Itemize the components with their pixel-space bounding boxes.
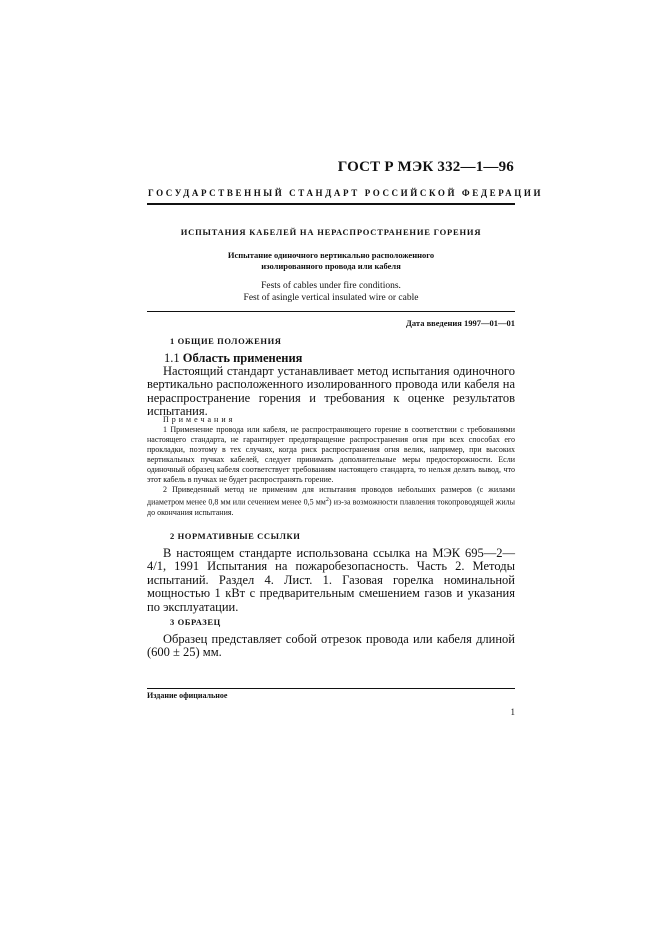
footer-rule (147, 688, 515, 689)
subsection-title: Область применения (182, 351, 303, 365)
note-2 (147, 485, 515, 518)
subtitle-english-line2: Fest of asingle vertical insulated wire or cable (243, 293, 419, 303)
state-standard-line: ГОСУДАРСТВЕННЫЙ СТАНДАРТ РОССИЙСКОЙ ФЕДЕРАЦИИ (148, 188, 544, 198)
introduction-date: Дата введения 1997—01—01 (406, 318, 515, 328)
notes-block (147, 415, 515, 518)
main-title: ИСПЫТАНИЯ КАБЕЛЕЙ НА НЕРАСПРОСТРАНЕНИЕ ГОРЕНИЯ (180, 227, 482, 237)
subtitle-russian-line1: Испытание одиночного вертикально расположенного (227, 250, 435, 260)
section-3-heading: 3 ОБРАЗЕЦ (170, 617, 221, 627)
section-3-text: Образец представляет собой отрезок провода или кабеля длиной (600 ± 25) мм. (147, 632, 515, 660)
subsection-number: 1.1 (164, 351, 180, 365)
note-2-superscript: 2 (325, 497, 329, 503)
notes-label: Примечания (163, 415, 236, 424)
section-1-heading: 1 ОБЩИЕ ПОЛОЖЕНИЯ (170, 336, 282, 346)
subtitle-russian-line2: изолированного провода или кабеля (261, 261, 401, 271)
note-2-text-b: ) из-за возможности плавления токопроводящей жилы до окончания испытания. (147, 497, 515, 517)
edition-label: Издание официальное (147, 691, 228, 700)
note-2-text-a: 2 Приведенный метод не применим для испытания проводов небольших размеров (с жилами диаметром менее 0,8 мм или сечением менее 0,5 мм (147, 485, 515, 507)
section-2-text: В настоящем стандарте использована ссылка на МЭК 695—2—4/1, 1991 Испытания на пожаробезопасность. Часть 2. Методы испытаний. Раздел 4. Лист. 1. Газовая горелка номинальной мощностью 1 кВт с предварительным смешением газов и указания по эксплуатации. (147, 546, 515, 614)
subtitle-english (147, 280, 515, 304)
document-code: ГОСТ Р МЭК 332—1—96 (337, 159, 514, 175)
title-rule (147, 311, 515, 312)
subtitle-russian (147, 250, 515, 272)
note-1: 1 Применение провода или кабеля, не распространяющего горение в соответствии с требованиями настоящего стандарта, не гарантирует предотвращение распространения огня при всех способах его прокладки, поэтому в тех случаях, когда риск распространения огня велик, например, при высоких вертикальных пучках кабелей, следует принимать дополнительные меры предосторожности. Если одиночный образец кабеля соответствует требованиям настоящего стандарта, то нельзя делать вывод, что этот кабель в пучках не будет распространять горение. (147, 425, 515, 484)
section-2-heading: 2 НОРМАТИВНЫЕ ССЫЛКИ (170, 531, 301, 541)
section-1-text: Настоящий стандарт устанавливает метод испытания одиночного вертикально расположенного изолированного провода или кабеля на нераспространение горения и требования к оценке результатов испытания. (147, 364, 515, 419)
header-rule (147, 203, 515, 205)
subtitle-english-line1: Fests of cables under fire conditions. (261, 281, 401, 291)
page-number: 1 (510, 707, 515, 717)
